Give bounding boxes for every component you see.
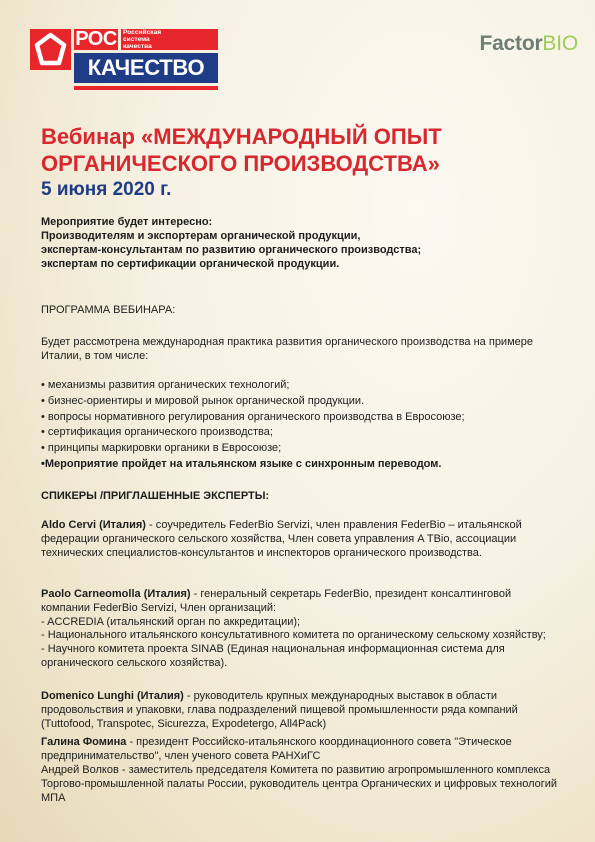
audience-block: Мероприятие будет интересно: Производителям и экспортерам органической продукции, экспертам-консультантам по развитию органического производства; экспертам по сертификации органической продукции. bbox=[41, 216, 422, 270]
list-item: • вопросы нормативного регулирования органического производства в Евросоюзе; bbox=[41, 410, 465, 423]
logo-system-text: Российская система качества bbox=[121, 29, 218, 50]
speaker-entry: Paolo Carneomolla (Италия) - генеральный секретарь FederBio, президент консалтинговой компании FederBio Servizi, Член организаций: - ACCREDIA (итальянский орган по аккредитации); - Национального итальянского консультативного комитета по органическому сельскому хозяйству; - Научного комитета проекта SINAB (Единая национальная информационная система для органического сельского хозяйства). bbox=[41, 588, 546, 669]
list-item: • механизмы развития органических технологий; bbox=[41, 379, 290, 391]
logo-kachestvo-text: КАЧЕСТВО bbox=[74, 53, 218, 83]
program-heading: ПРОГРАММА ВЕБИНАРА: bbox=[41, 304, 176, 316]
speaker-entry: Domenico Lunghi (Италия) - руководитель крупных международных выставок в области продовольствия и упаковки, глава подразделений пищевой промышленности ряда компаний (Tuttofood, Transpotec, Sicurezza, Expodetergo, All4Pack) bbox=[41, 690, 518, 730]
program-items bbox=[41, 378, 561, 473]
speaker-entry: Андрей Волков - заместитель председателя Комитета по развитию агропромышленного комплекса Торгово-промышленной палаты России, руководитель центра Органических и цифровых технологий МПА bbox=[41, 764, 558, 804]
speaker-entry: Галина Фомина - президент Российско-итальянского координационного совета "Этическое предпринимательство", член ученого совета РАНХиГС bbox=[41, 736, 512, 762]
speaker-entry: Aldo Cervi (Италия) - соучредитель FederBio Servizi, член правления FederBio – итальянской федерации органического сельского хозяйства, Член совета управления A TBio, ассоциации технических специалистов-консультантов и инспекторов органического производства. bbox=[41, 519, 522, 559]
page-title: Вебинар «МЕЖДУНАРОДНЫЙ ОПЫТ ОРГАНИЧЕСКОГО ПРОИЗВОДСТВА» bbox=[41, 124, 442, 176]
roskachestvo-logo bbox=[30, 29, 218, 91]
logo-underline bbox=[74, 86, 218, 90]
speaker-name: Aldo Cervi (Италия) bbox=[41, 519, 146, 531]
speakers-heading: СПИКЕРЫ /ПРИГЛАШЕННЫЕ ЭКСПЕРТЫ: bbox=[41, 490, 270, 502]
event-date: 5 июня 2020 г. bbox=[41, 179, 172, 200]
speaker-name: Галина Фомина bbox=[41, 736, 127, 748]
program-intro: Будет рассмотрена международная практика развития органического производства на примере Италии, в том числе: bbox=[41, 336, 533, 362]
pentagon-logo-icon bbox=[30, 29, 71, 70]
logo-ros-text: РОС bbox=[75, 28, 117, 50]
list-item: • бизнес-ориентиры и мировой рынок органической продукции. bbox=[41, 394, 365, 407]
speaker-name: Paolo Carneomolla (Италия) bbox=[41, 588, 191, 600]
factorbio-logo: FactorBIO bbox=[479, 32, 578, 55]
list-item: • сертификация органического производства; bbox=[41, 426, 273, 439]
speaker-name: Domenico Lunghi (Италия) bbox=[41, 690, 184, 702]
list-item: • принципы маркировки органики в Евросоюзе; bbox=[41, 442, 282, 455]
language-note: •Мероприятие пройдет на итальянском языке с синхронным переводом. bbox=[41, 457, 442, 470]
